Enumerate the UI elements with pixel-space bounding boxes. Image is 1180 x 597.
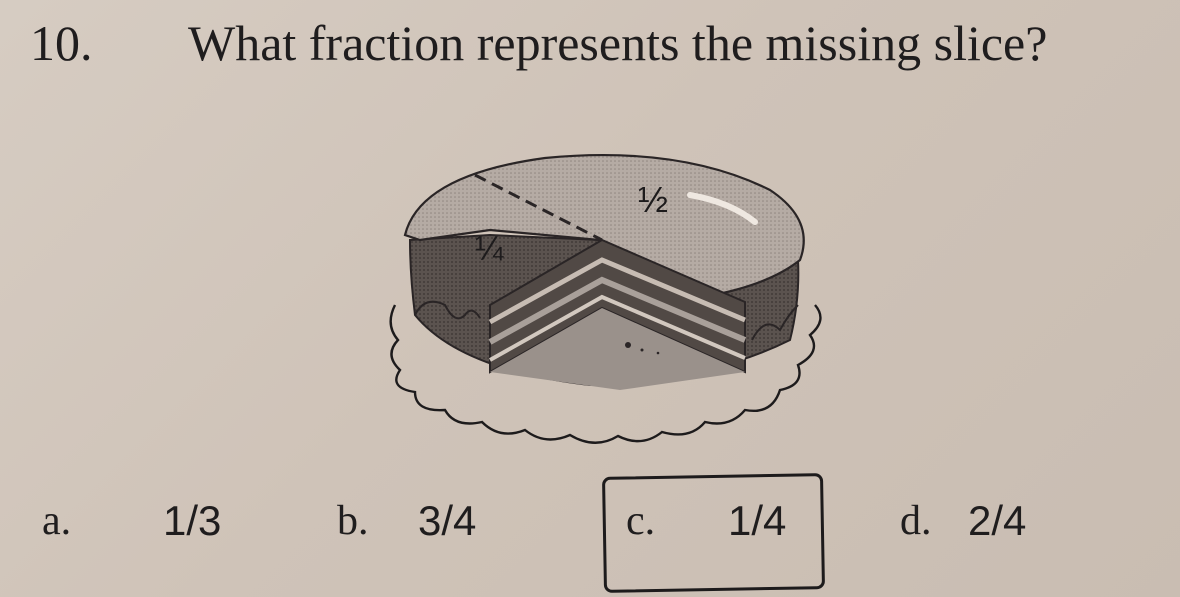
- option-c-value[interactable]: 1/4: [728, 497, 787, 544]
- crumb: [641, 349, 644, 352]
- label-half: ½: [638, 179, 669, 220]
- label-quarter: ¼: [475, 230, 504, 268]
- cake-illustration: [370, 140, 840, 450]
- crumb: [657, 352, 660, 355]
- answer-options: [0, 497, 1180, 570]
- option-d-value[interactable]: 2/4: [968, 497, 1027, 544]
- option-b-letter: b.: [337, 498, 369, 544]
- option-c-letter: c.: [626, 498, 656, 544]
- option-a-value[interactable]: 1/3: [163, 497, 222, 544]
- selected-answer-box: [602, 473, 825, 593]
- option-a-letter: a.: [42, 498, 72, 544]
- question-text: What fraction represents the missing slice?: [188, 15, 1048, 71]
- option-b-value[interactable]: 3/4: [418, 497, 477, 544]
- option-d-letter: d.: [900, 498, 932, 544]
- question-number: 10.: [30, 15, 93, 71]
- crumb: [625, 342, 631, 348]
